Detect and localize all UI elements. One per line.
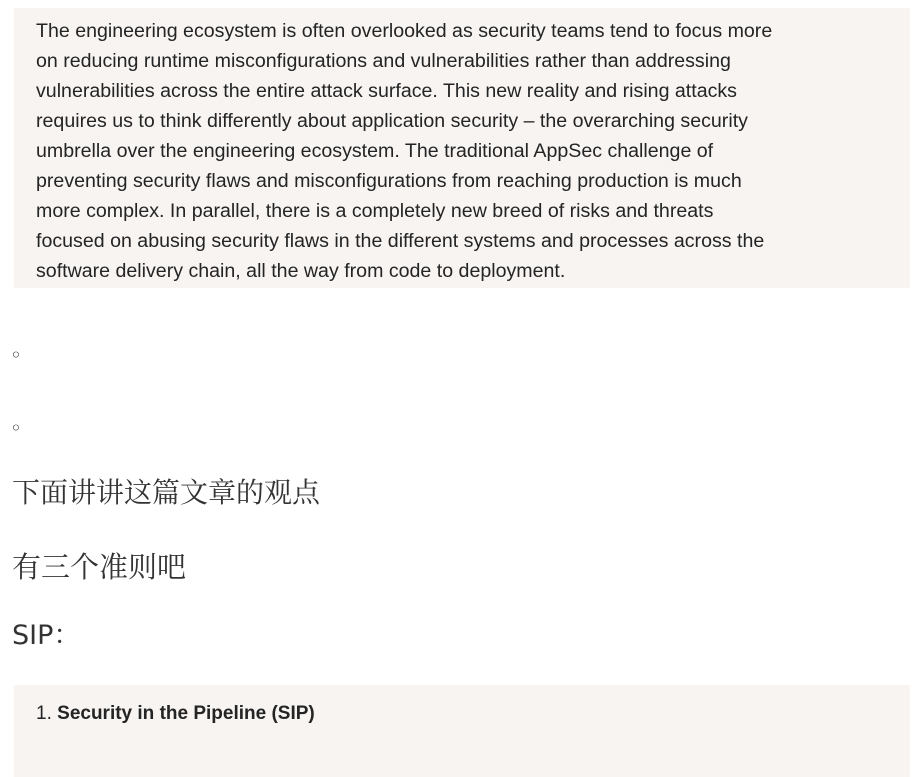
list-bullet: ◦ <box>10 343 22 367</box>
numbered-list-block <box>14 685 910 777</box>
list-item-title: Security in the Pipeline (SIP) <box>57 703 315 724</box>
list-bullet: ◦ <box>10 416 22 440</box>
paragraph-three-principles: 有三个准则吧 <box>12 550 187 584</box>
quote-text: The engineering ecosystem is often overlooked as security teams tend to focus more on reducing runtime misconfigurations and vulnerabilities rather than addressing vulnerabilities across the entire attack surface. This new reality and rising attacks requires us to think differently about application security – the overarching security umbrella over the engineering ecosystem. The traditional AppSec challenge of preventing security flaws and misconfigurations from reaching production is much more complex. In parallel, there is a completely new breed of risks and threats focused on abusing security flaws in the different systems and processes across the software delivery chain, all the way from code to deployment. <box>36 20 773 282</box>
list-item-number: 1. <box>36 703 52 724</box>
paragraph-article-viewpoints: 下面讲讲这篇文章的观点 <box>12 476 321 509</box>
blockquote <box>14 8 910 288</box>
list-item <box>36 701 910 727</box>
paragraph-sip-heading: SIP： <box>12 620 81 651</box>
